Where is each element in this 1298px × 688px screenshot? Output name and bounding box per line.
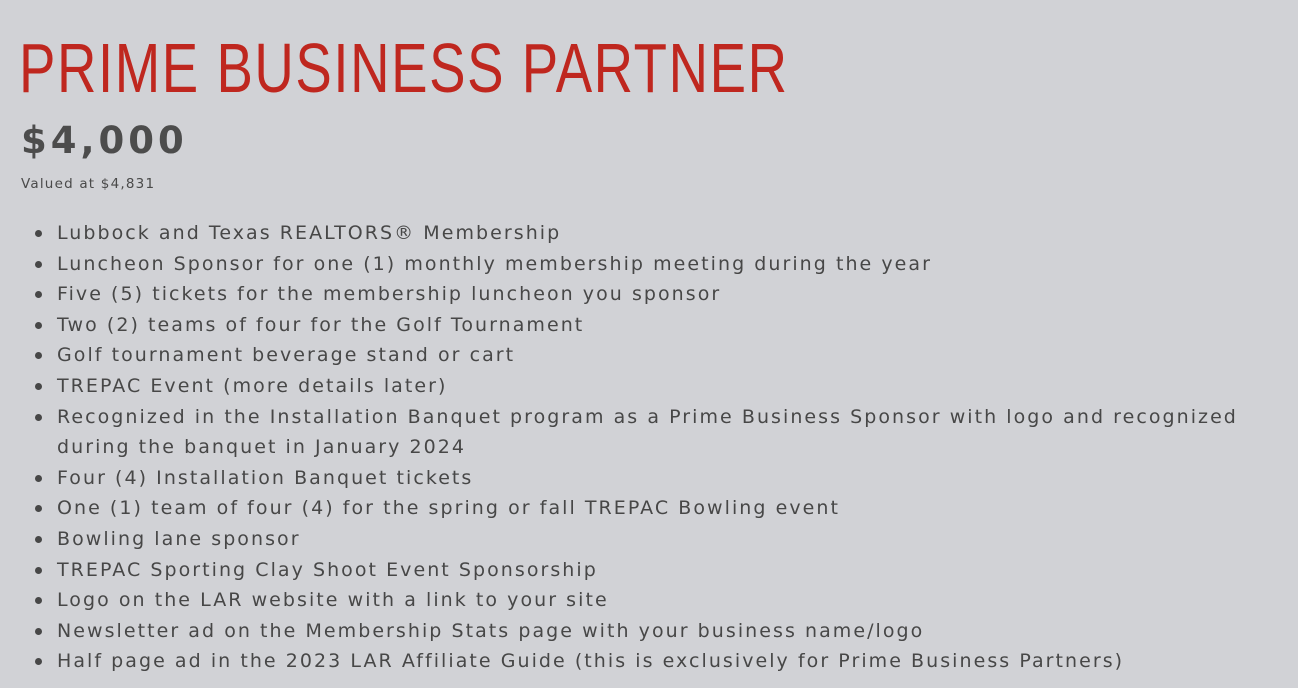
benefit-item: [21, 524, 1261, 555]
bullet-icon: [35, 475, 42, 482]
benefit-text: TREPAC Sporting Clay Shoot Event Sponsorship: [57, 558, 598, 581]
tier-value-note: Valued at $4,831: [21, 176, 156, 192]
bullet-icon: [35, 383, 42, 390]
bullet-icon: [35, 352, 42, 359]
benefit-item: [21, 585, 1261, 616]
benefit-item: [21, 218, 1261, 249]
tier-price: $4,000: [21, 119, 188, 162]
bullet-icon: [35, 658, 42, 665]
tier-title: PRIME BUSINESS PARTNER: [19, 29, 789, 107]
benefit-item: [21, 463, 1261, 494]
bullet-icon: [35, 230, 42, 237]
benefits-list: [21, 218, 1261, 677]
bullet-icon: [35, 628, 42, 635]
benefit-text: Luncheon Sponsor for one (1) monthly membership meeting during the year: [57, 252, 932, 275]
bullet-icon: [35, 567, 42, 574]
bullet-icon: [35, 322, 42, 329]
benefit-text: Newsletter ad on the Membership Stats page with your business name/logo: [57, 619, 925, 642]
benefit-item: [21, 310, 1261, 341]
benefit-text: Lubbock and Texas REALTORS® Membership: [57, 222, 562, 244]
bullet-icon: [35, 414, 42, 421]
benefit-item: [21, 249, 1261, 280]
bullet-icon: [35, 505, 42, 512]
benefit-text: Bowling lane sponsor: [57, 527, 301, 550]
benefit-text: One (1) team of four (4) for the spring or fall TREPAC Bowling event: [57, 497, 840, 520]
benefit-text: Half page ad in the 2023 LAR Affiliate Guide (this is exclusively for Prime Business Partners): [57, 650, 1125, 673]
benefit-text: Two (2) teams of four for the Golf Tournament: [57, 313, 585, 336]
benefit-text: Recognized in the Installation Banquet program as a Prime Business Sponsor with logo and recognized during the banquet in January 2024: [57, 405, 1238, 459]
benefit-text: Golf tournament beverage stand or cart: [57, 344, 516, 367]
bullet-icon: [35, 261, 42, 268]
benefit-item: [21, 402, 1261, 463]
benefit-item: [21, 279, 1261, 310]
benefit-text: Five (5) tickets for the membership luncheon you sponsor: [57, 283, 722, 306]
benefit-item: [21, 616, 1261, 647]
benefit-text: Four (4) Installation Banquet tickets: [57, 466, 474, 489]
benefit-item: [21, 646, 1261, 677]
benefit-item: [21, 340, 1261, 371]
benefit-item: [21, 555, 1261, 586]
benefit-item: [21, 493, 1261, 524]
benefit-text: Logo on the LAR website with a link to your site: [57, 589, 609, 612]
benefit-item: [21, 371, 1261, 402]
benefit-text: TREPAC Event (more details later): [57, 374, 448, 397]
bullet-icon: [35, 536, 42, 543]
bullet-icon: [35, 291, 42, 298]
bullet-icon: [35, 597, 42, 604]
